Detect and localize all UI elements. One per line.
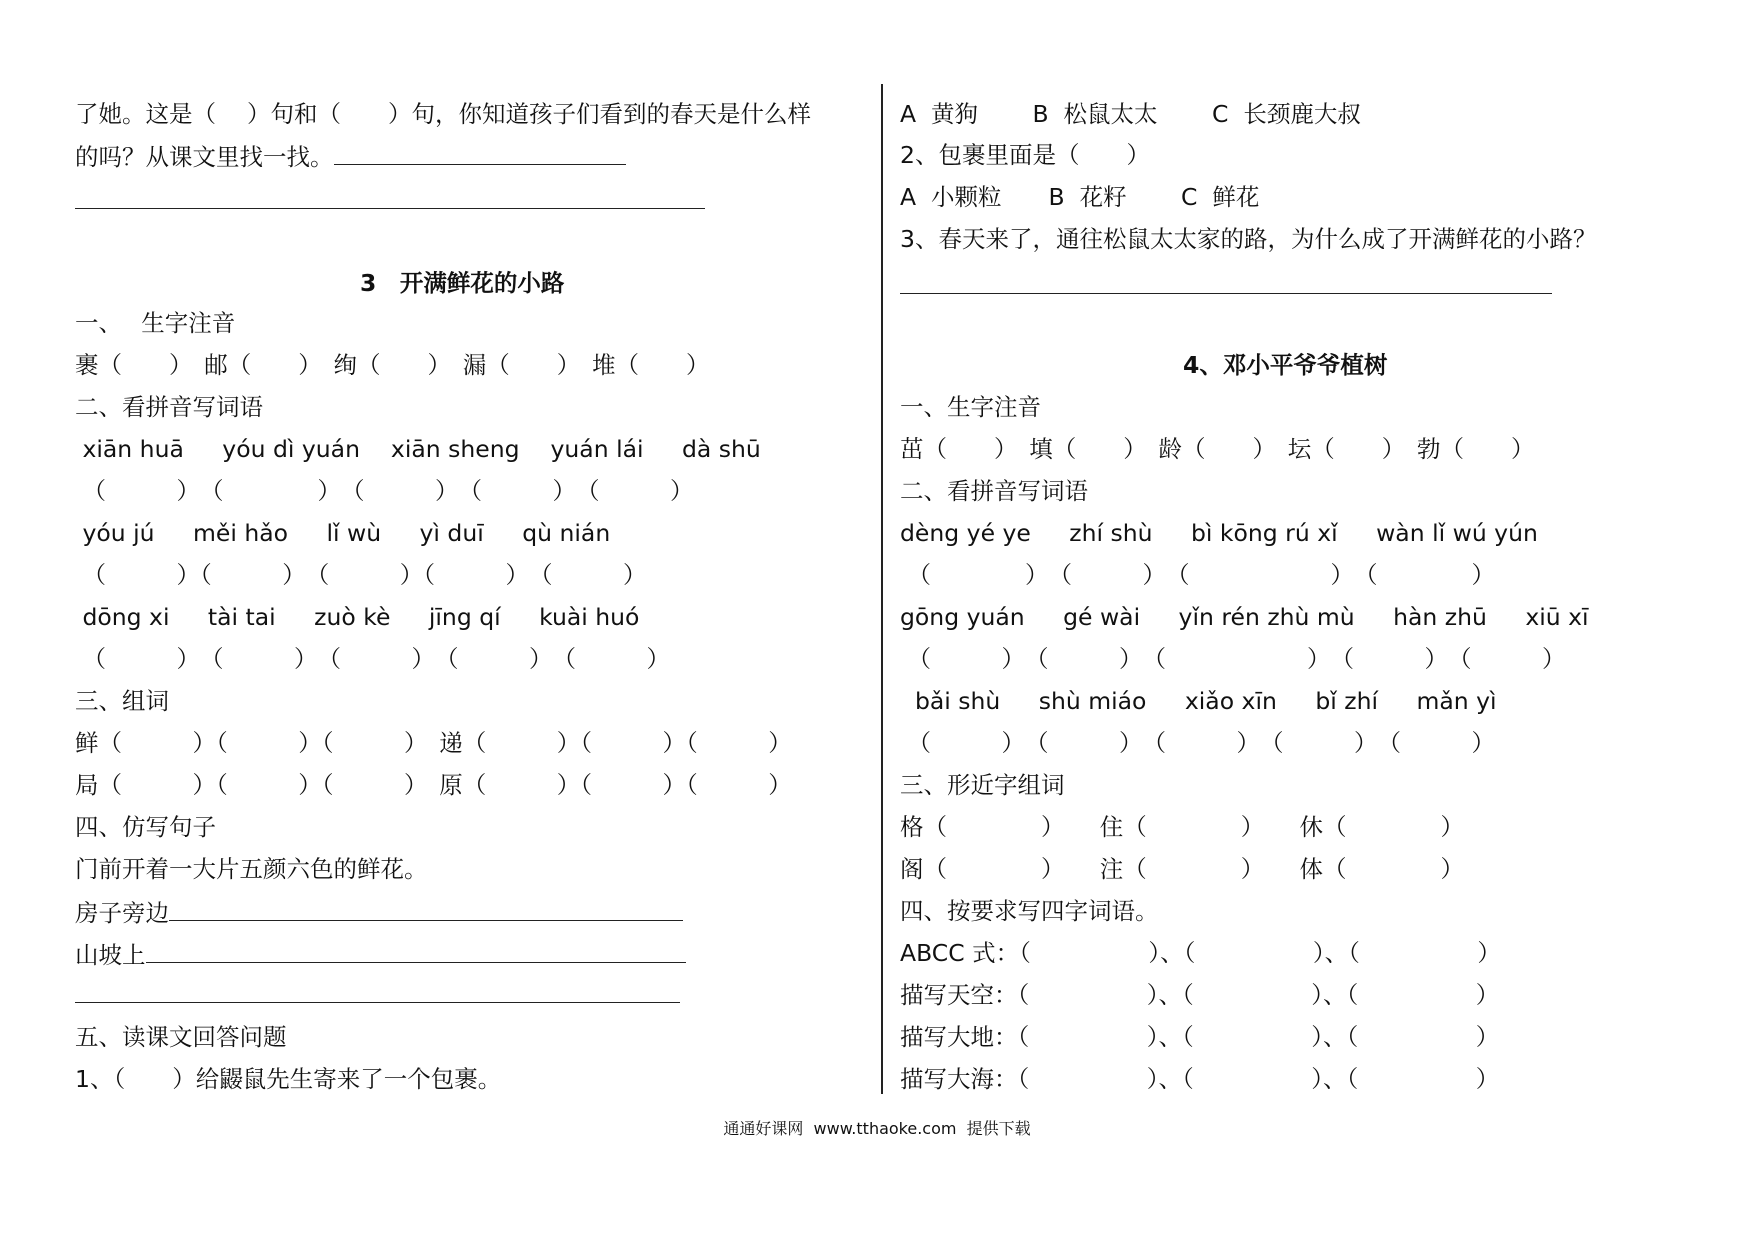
- prompt-1-text: 房子旁边: [75, 899, 169, 927]
- l3-section1-heading: 一、 生字注音: [75, 309, 236, 337]
- l3-pinyin-row-3: dōng xi tài tai zuò kè jīng qí kuài huó: [75, 603, 640, 631]
- l4-section2-heading: 二、看拼音写词语: [900, 477, 1088, 505]
- l4-section4-row-2[interactable]: 描写天空：（ ）、（ ）、（ ）: [900, 981, 1500, 1009]
- q2-options[interactable]: A 小颗粒 B 花籽 C 鲜花: [900, 183, 1260, 211]
- l4-section4-row-3[interactable]: 描写大地：（ ）、（ ）、（ ）: [900, 1023, 1500, 1051]
- l4-section1-heading: 一、生字注音: [900, 393, 1041, 421]
- l3-pinyin-row-1: xiān huā yóu dì yuán xiān sheng yuán lái dà shū: [75, 435, 761, 463]
- l3-section3-row-2[interactable]: 局（ ）（ ）（ ） 原（ ）（ ）（ ）: [75, 771, 792, 799]
- prompt-2-text: 山坡上: [75, 941, 146, 969]
- l4-section3-row-1[interactable]: 格（ ） 住（ ） 休（ ）: [900, 813, 1464, 841]
- lesson3-title: 3 开满鲜花的小路: [360, 269, 565, 297]
- question-3: 3、春天来了，通往松鼠太太家的路，为什么成了开满鲜花的小路？: [900, 225, 1597, 253]
- l4-section3-row-2[interactable]: 阁（ ） 注（ ） 体（ ）: [900, 855, 1464, 883]
- answer-blank[interactable]: [334, 140, 626, 165]
- l4-section1-row[interactable]: 茁（ ） 填（ ） 龄（ ） 坛（ ） 勃（ ）: [900, 435, 1535, 463]
- l3-section3-row-1[interactable]: 鲜（ ）（ ）（ ） 递（ ）（ ）（ ）: [75, 729, 792, 757]
- l3-blank-row-2[interactable]: （ ）（ ） （ ）（ ） （ ）: [75, 561, 647, 589]
- l4-section3-heading: 三、形近字组词: [900, 771, 1065, 799]
- l4-blank-row-3[interactable]: （ ） （ ） （ ） （ ） （ ）: [900, 729, 1495, 757]
- l4-pinyin-row-1: dèng yé ye zhí shù bì kōng rú xǐ wàn lǐ wú yún: [900, 519, 1538, 547]
- intro-line-2-text: 的吗？从课文里找一找。: [75, 143, 334, 171]
- l4-blank-row-2[interactable]: （ ） （ ） （ ） （ ） （ ）: [900, 645, 1566, 673]
- l3-blank-row-1[interactable]: （ ） （ ） （ ） （ ） （ ）: [75, 477, 694, 505]
- page-footer: 通通好课网 www.tthaoke.com 提供下载: [723, 1119, 1031, 1138]
- question-2: 2、包裹里面是（ ）: [900, 141, 1150, 169]
- column-divider: [881, 84, 883, 1094]
- answer-blank[interactable]: [146, 938, 686, 963]
- l3-blank-row-3[interactable]: （ ） （ ） （ ） （ ） （ ）: [75, 645, 670, 673]
- answer-blank[interactable]: [169, 896, 683, 921]
- l4-pinyin-row-3: bǎi shù shù miáo xiǎo xīn bǐ zhí mǎn yì: [900, 687, 1497, 715]
- l3-question-1: 1、（ ）给鼹鼠先生寄来了一个包裹。: [75, 1065, 502, 1093]
- l3-pinyin-row-2: yóu jú měi hǎo lǐ wù yì duī qù nián: [75, 519, 611, 547]
- intro-line-1: 了她。这是（ ）句和（ ）句，你知道孩子们看到的春天是什么样: [75, 100, 811, 128]
- lesson4-title: 4、邓小平爷爷植树: [1183, 351, 1388, 379]
- l4-section4-row-1[interactable]: ABCC 式：（ ）、（ ）、（ ）: [900, 939, 1501, 967]
- l4-section4-heading: 四、按要求写四字词语。: [900, 897, 1159, 925]
- l3-section4-prompt-2: [75, 938, 686, 970]
- l4-blank-row-1[interactable]: （ ） （ ） （ ） （ ）: [900, 561, 1495, 589]
- answer-line[interactable]: [75, 1002, 680, 1003]
- l3-section5-heading: 五、读课文回答问题: [75, 1023, 287, 1051]
- l3-section1-row: 裹（ ） 邮（ ） 绚（ ） 漏（ ） 堆（ ）: [75, 351, 710, 379]
- answer-line[interactable]: [75, 208, 705, 209]
- l4-section4-row-4[interactable]: 描写大海：（ ）、（ ）、（ ）: [900, 1065, 1500, 1093]
- l4-pinyin-row-2: gōng yuán gé wài yǐn rén zhù mù hàn zhū xiū xī: [900, 603, 1589, 631]
- l3-section4-heading: 四、仿写句子: [75, 813, 216, 841]
- answer-line[interactable]: [900, 293, 1552, 294]
- l3-section4-example: 门前开着一大片五颜六色的鲜花。: [75, 855, 428, 883]
- q1-options[interactable]: A 黄狗 B 松鼠太太 C 长颈鹿大叔: [900, 100, 1361, 128]
- l3-section3-heading: 三、组词: [75, 687, 169, 715]
- intro-line-2: [75, 140, 626, 172]
- l3-section4-prompt-1: [75, 896, 683, 928]
- l3-section2-heading: 二、看拼音写词语: [75, 393, 263, 421]
